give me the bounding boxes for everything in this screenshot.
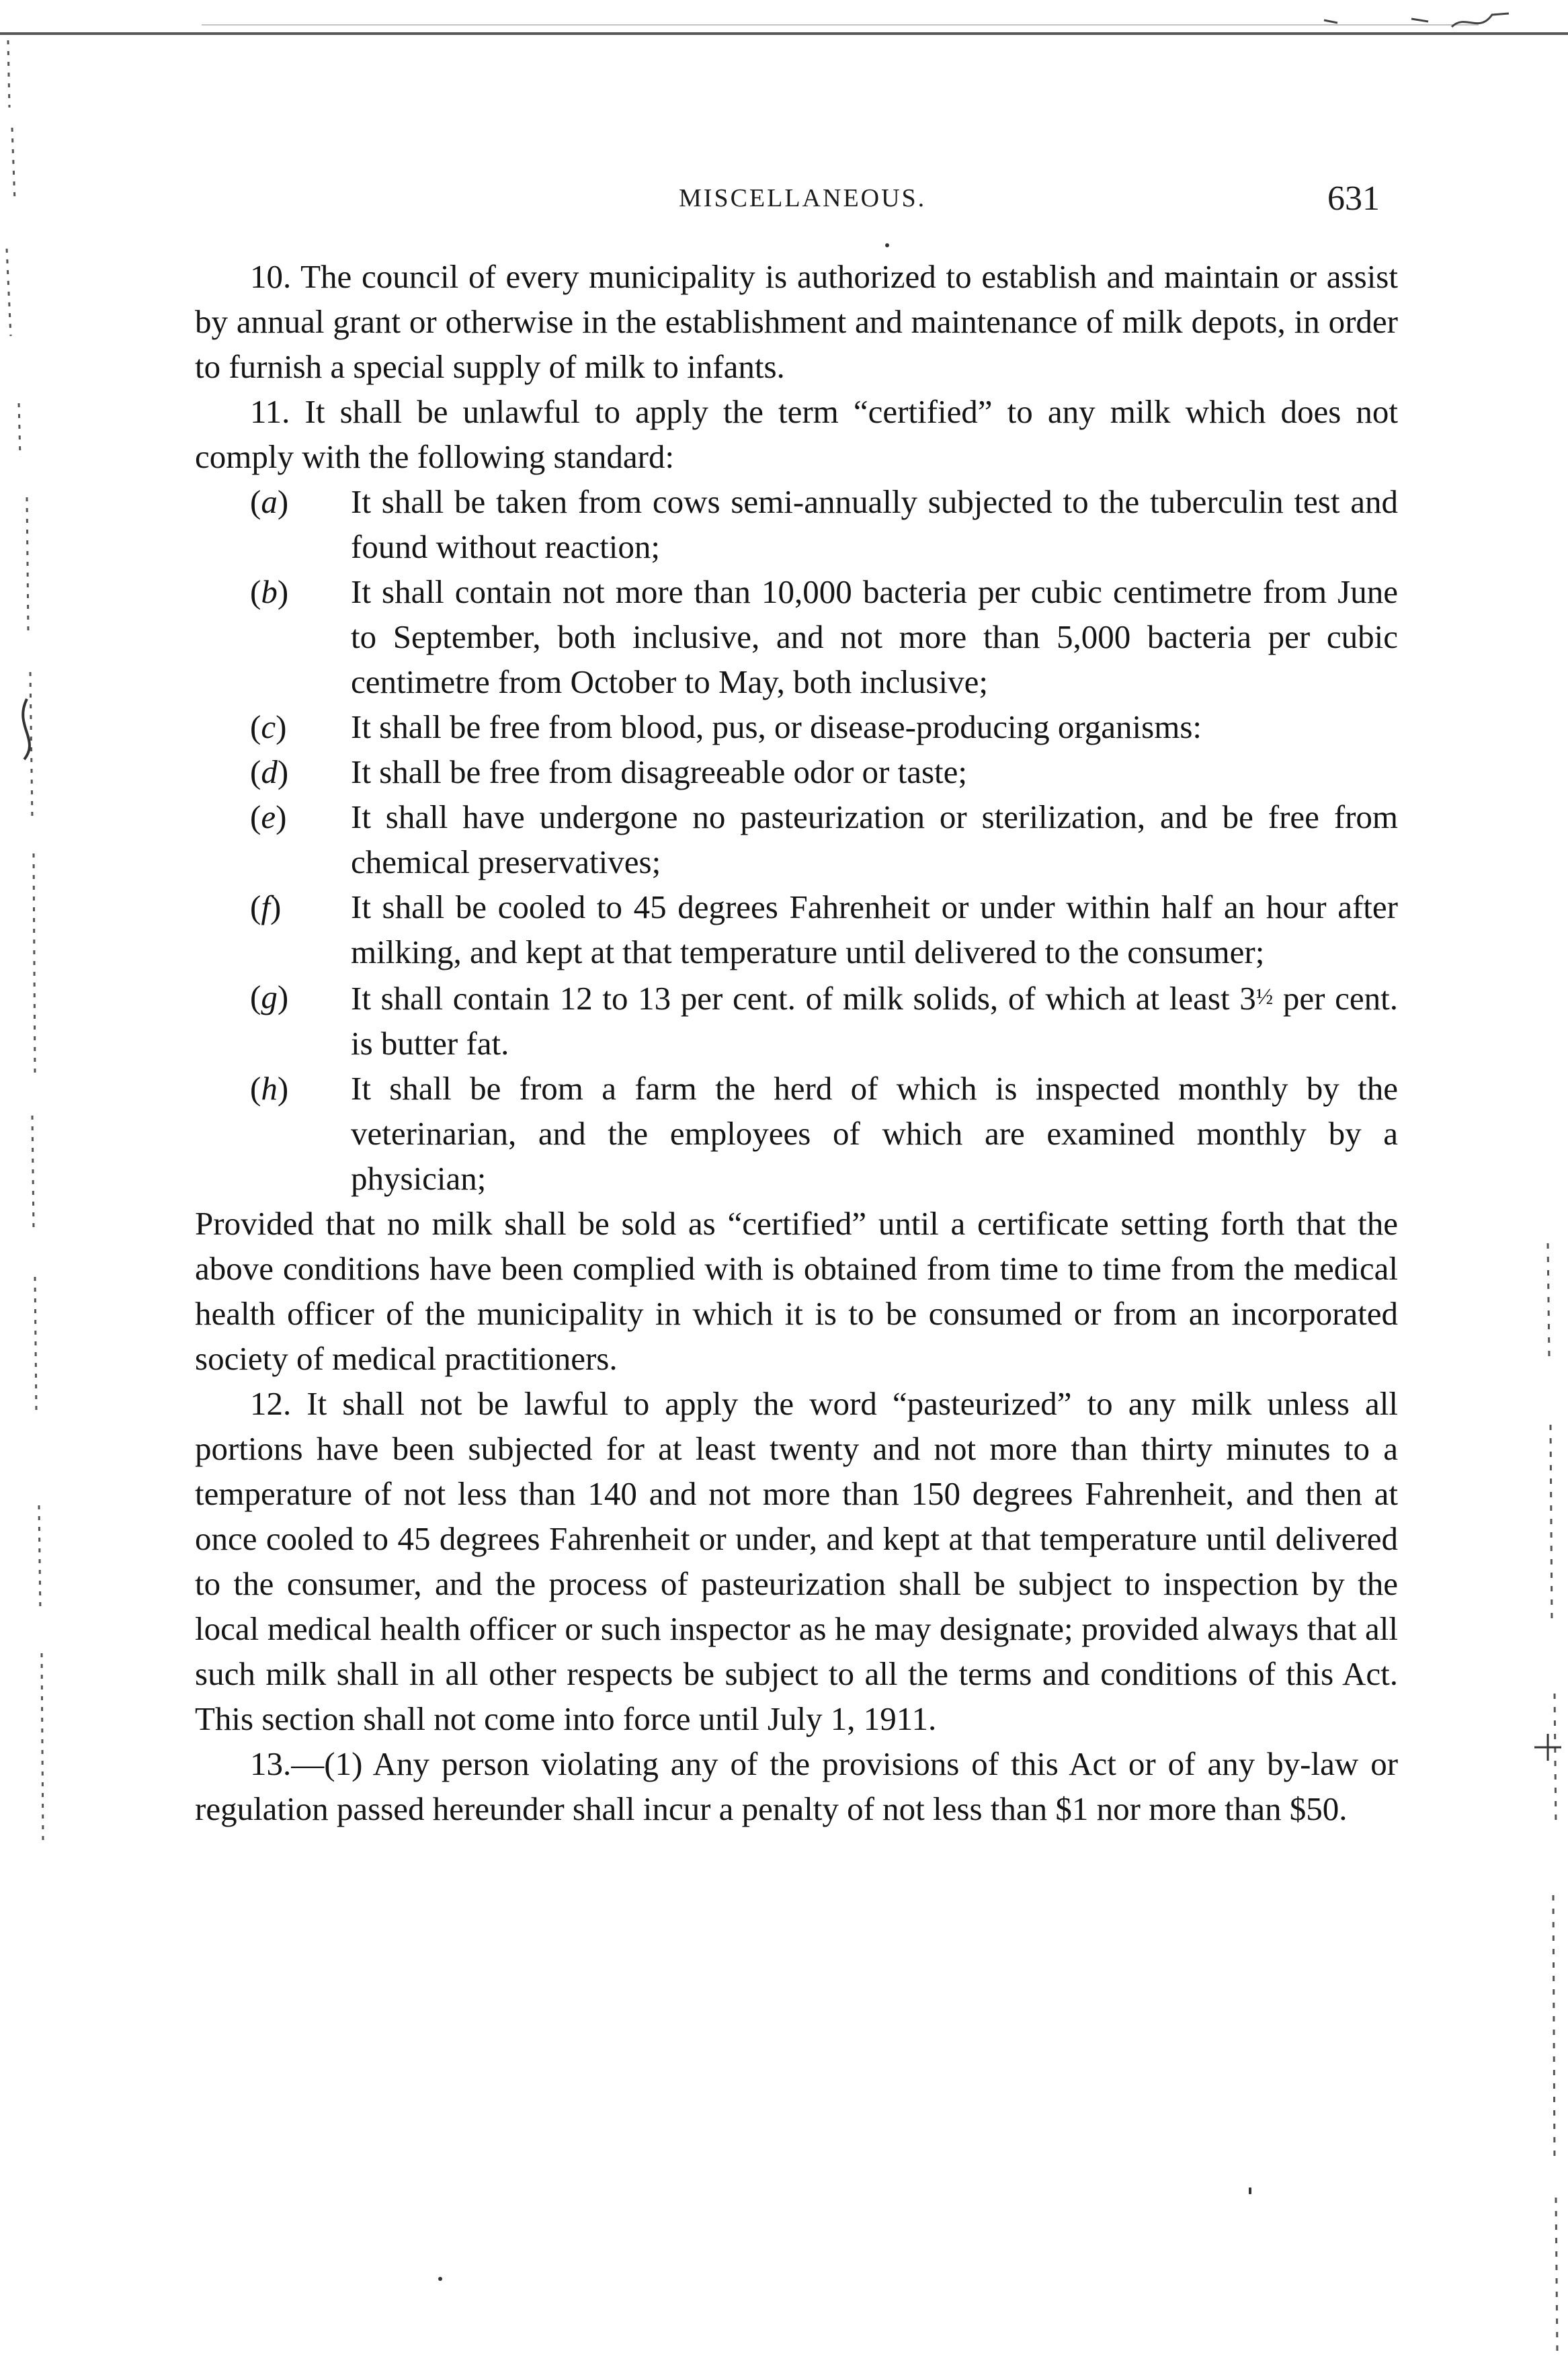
section-number: 11.	[250, 393, 290, 430]
item-text: It shall be free from blood, pus, or disease-producing organisms:	[351, 708, 1202, 745]
standard-item-h	[195, 1066, 1398, 1201]
standard-item-a	[195, 479, 1398, 569]
section-number: 12.	[250, 1385, 292, 1422]
section-11-intro	[195, 389, 1398, 479]
standard-item-e	[195, 794, 1398, 884]
standard-item-d	[195, 749, 1398, 794]
standard-item-b	[195, 569, 1398, 704]
fraction: ½	[1255, 985, 1274, 1009]
item-label: (g)	[250, 978, 289, 1015]
running-head: MISCELLANEOUS.	[679, 184, 927, 212]
page-body	[195, 254, 1398, 1831]
item-label: (d)	[250, 753, 289, 790]
section-12	[195, 1381, 1398, 1741]
standard-item-g	[195, 974, 1398, 1066]
item-label: (h)	[250, 1070, 289, 1107]
standard-item-f	[195, 884, 1398, 974]
section-text: It shall be unlawful to apply the term “certified” to any milk which does not comply with the following standard:	[195, 393, 1399, 475]
item-text: It shall contain not more than 10,000 bacteria per cubic centimetre from June to September, both inclusive, and not more than 5,000 bacteria per cubic centimetre from October to May, both inclusive;	[351, 573, 1398, 700]
item-text: It shall have undergone no pasteurization or sterilization, and be free from chemical preservatives;	[351, 798, 1398, 880]
section-text: It shall not be lawful to apply the word “pasteurized” to any milk unless all portions have been subjected for at least twenty and not more than thirty minutes to a temperature of not less than 140 and not more than 150 degrees Fahrenheit, and then at once cooled to 45 degrees Fahrenheit or under, and kept at that temperature until delivered to the consumer, and the process of pasteurization shall be subject to inspection by the local medical health officer or such inspector as he may designate; provided always that all such milk shall in all other respects be subject to all the terms and conditions of this Act. This section shall not come into force until July 1, 1911.	[195, 1385, 1398, 1737]
section-number: 10.	[250, 258, 292, 295]
item-label: (e)	[250, 798, 287, 835]
item-text: It shall be from a farm the herd of which is inspected monthly by the veterinarian, and the employees of which are examined monthly by a physician;	[351, 1070, 1398, 1197]
standard-item-c	[195, 704, 1398, 749]
scan-speck	[885, 243, 889, 247]
page-number: 631	[1327, 179, 1380, 218]
item-label: (b)	[250, 573, 289, 610]
section-number: 13.—(1)	[250, 1745, 363, 1782]
scan-speck	[1249, 2187, 1251, 2194]
scan-top-rule-faint	[202, 24, 1479, 26]
item-text: It shall be free from disagreeable odor or taste;	[351, 753, 968, 790]
section-10	[195, 254, 1398, 389]
item-label: (f)	[250, 888, 282, 925]
item-label: (a)	[250, 483, 289, 520]
section-13	[195, 1741, 1398, 1831]
scan-speck	[438, 2277, 442, 2281]
scan-mark	[1311, 0, 1512, 40]
section-text: The council of every municipality is authorized to establish and maintain or assist by annual grant or otherwise in the establishment and maintenance of milk depots, in order to furnish a special supply of milk to infants.	[195, 258, 1398, 385]
scan-left-edge	[0, 27, 74, 1909]
item-text: It shall be cooled to 45 degrees Fahrenheit or under within half an hour after milking, and kept at that temperature until delivered to the consumer;	[351, 888, 1398, 970]
section-text: Any person violating any of the provisions of this Act or of any by-law or regulation passed hereunder shall incur a penalty of not less than $1 nor more than $50.	[195, 1745, 1399, 1827]
item-text: It shall be taken from cows semi-annually subjected to the tuberculin test and found without reaction;	[351, 483, 1398, 565]
section-11-proviso: Provided that no milk shall be sold as “certified” until a certificate setting forth that the above conditions have been complied with is obtained from time to time from the medical health officer of the municipality in which it is to be consumed or from an incorporated society of medical practitioners.	[195, 1205, 1398, 1377]
item-label: (c)	[250, 708, 287, 745]
scan-right-edge	[1521, 1223, 1568, 2366]
item-text: It shall contain 12 to 13 per cent. of milk solids, of which at least 3½ per cent. is butter fat.	[351, 980, 1398, 1062]
